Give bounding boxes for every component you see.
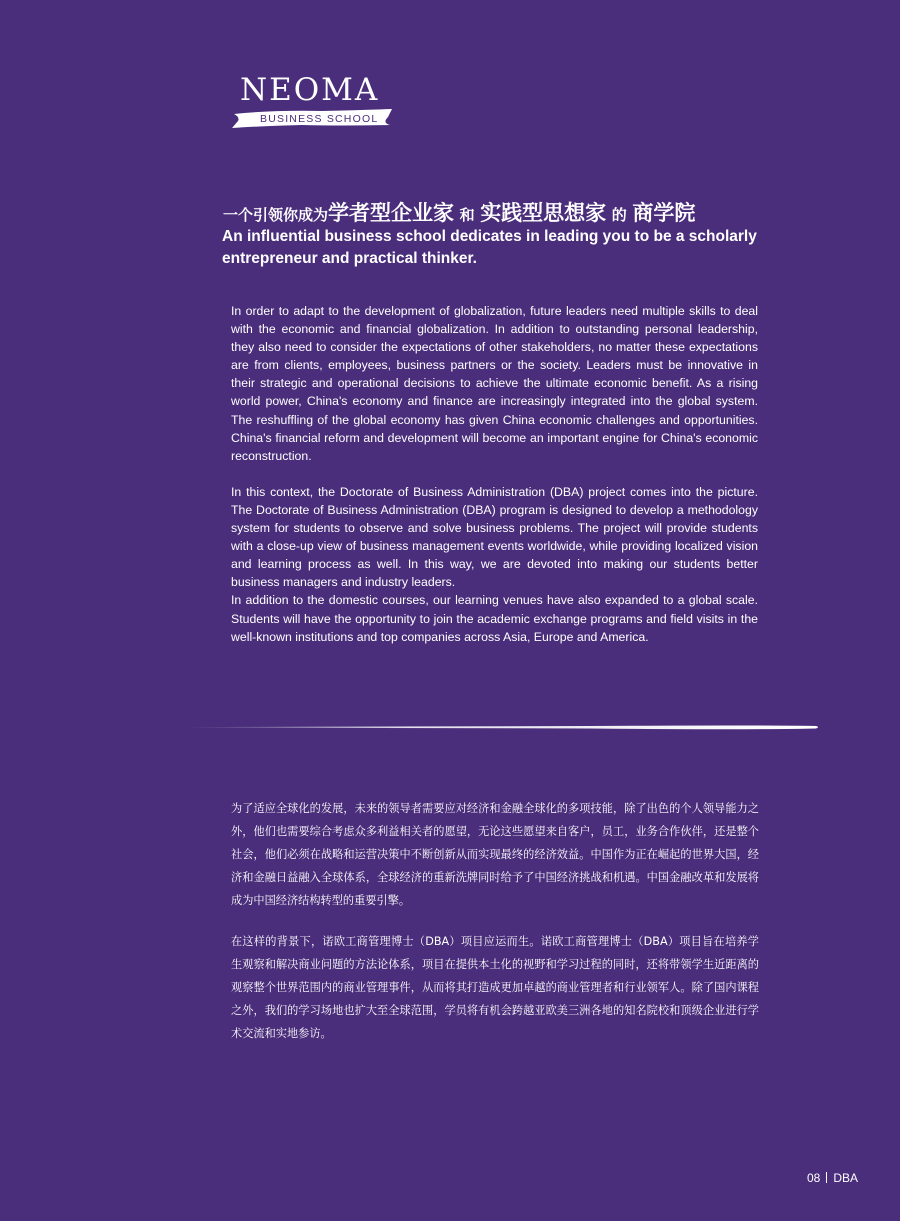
headline-cn-part4: 实践型思想家 xyxy=(480,201,607,225)
footer-separator xyxy=(826,1172,827,1183)
headline-cn-part2: 学者型企业家 xyxy=(328,201,455,225)
body-english xyxy=(231,302,758,646)
logo-subtitle-text: BUSINESS SCHOOL xyxy=(260,113,379,125)
brush-divider xyxy=(190,718,820,736)
body-en-paragraph-2: In this context, the Doctorate of Business Administration (DBA) project comes into the picture. The Doctorate of Business Administration (DBA) program is designed to develop a methodology system for students to observe and solve business problems. The project will provide students with a close-up view of business management events worldwide, while providing localized vision and learning process as well. In this way, we are devoted into making our students better business managers and industry leaders. xyxy=(231,484,758,590)
body-en-paragraph-1: In order to adapt to the development of globalization, future leaders need multiple skills to deal with the economic and financial globalization. In addition to outstanding personal leadership, they also need to consider the expectations of other stakeholders, no matter these expectations are from clients, employees, business partners or the society. Leaders must be innovative in their strategic and operational decisions to achieve the ultimate economic benefit. As a rising world power, China's economy and finance are increasingly integrated into the global system. The reshuffling of the global economy has given China economic challenges and opportunities. China's financial reform and development will become an important engine for China's economic reconstruction. xyxy=(231,304,758,463)
headline-cn-part3: 和 xyxy=(459,206,475,224)
neoma-logo xyxy=(232,72,402,130)
logo-wordmark: NEOMA xyxy=(240,72,380,108)
body-en-paragraph-3: In addition to the domestic courses, our learning venues have also expanded to a global scale. Students will have the opportunity to join the academic exchange programs and field visits in the well-known institutions and top companies across Asia, Europe and America. xyxy=(231,593,758,644)
body-cn-paragraph-2: 在这样的背景下，诺欧工商管理博士（DBA）项目应运而生。诺欧工商管理博士（DBA）项目旨在培养学生观察和解决商业问题的方法论体系，项目在提供本土化的视野和学习过程的同时，还将带领学生近距离的观察整个世界范围内的商业管理事件，从而将其打造成更加卓越的商业管理者和行业领军人。除了国内课程之外，我们的学习场地也扩大至全球范围，学员将有机会跨越亚欧美三洲各地的知名院校和顶级企业进行学术交流和实地参访。 xyxy=(231,935,759,1040)
headline-cn-part6: 商学院 xyxy=(632,201,696,225)
logo-subtitle-banner xyxy=(232,109,394,128)
headline-english: An influential business school dedicates in leading you to be a scholarly entrepreneur and practical thinker. xyxy=(222,228,757,267)
headline-cn-part1: 一个引领你成为 xyxy=(223,206,329,224)
divider-stroke xyxy=(190,718,820,736)
footer-section-label: DBA xyxy=(833,1171,858,1185)
body-cn-paragraph-1: 为了适应全球化的发展，未来的领导者需要应对经济和金融全球化的多项技能，除了出色的个人领导能力之外，他们也需要综合考虑众多利益相关者的愿望，无论这些愿望来自客户，员工，业务合作伙伴，还是整个社会，他们必须在战略和运营决策中不断创新从而实现最终的经济效益。中国作为正在崛起的世界大国，经济和金融日益融入全球体系，全球经济的重新洗牌同时给予了中国经济挑战和机遇。中国金融改革和发展将成为中国经济结构转型的重要引擎。 xyxy=(231,802,759,907)
page-footer xyxy=(807,1170,858,1186)
page-number: 08 xyxy=(806,1171,821,1185)
headline-cn-part5: 的 xyxy=(611,206,627,224)
body-chinese xyxy=(231,797,759,1045)
